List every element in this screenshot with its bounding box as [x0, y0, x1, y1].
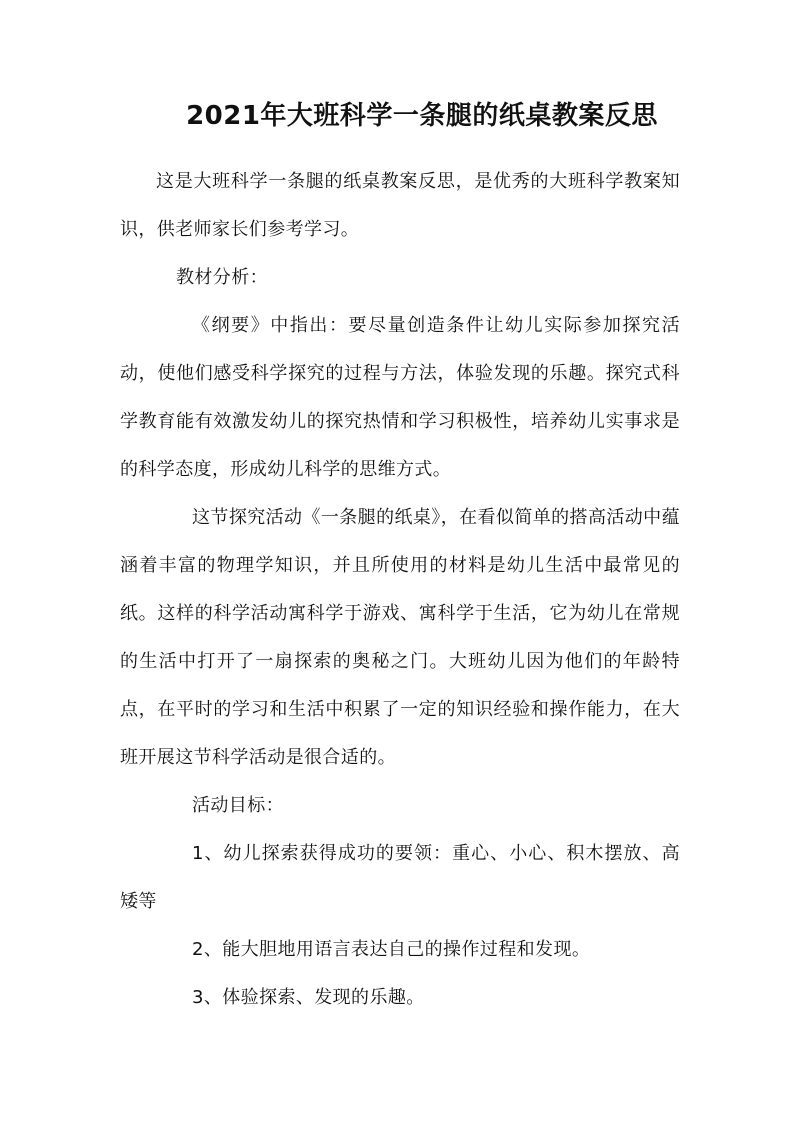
goal-item: 1、幼儿探索获得成功的要领：重心、小心、积木摆放、高矮等 [120, 843, 680, 912]
material-analysis-paragraph-1: 《纲要》中指出：要尽量创造条件让幼儿实际参加探究活动，使他们感受科学探究的过程与方法，体验发现的乐趣。探究式科学教育能有效激发幼儿的探究热情和学习积极性，培养幼儿实事求是的科学态度，形成幼儿科学的思维方式。 [120, 315, 680, 480]
goal-item: 2、能大胆地用语言表达自己的操作过程和发现。 [192, 939, 591, 960]
section-heading-activity-goals: 活动目标： [192, 795, 284, 816]
intro-paragraph: 这是大班科学一条腿的纸桌教案反思，是优秀的大班科学教案知识，供老师家长们参考学习。 [120, 171, 680, 240]
goal-item: 3、体验探索、发现的乐趣。 [192, 987, 425, 1008]
material-analysis-paragraph-2: 这节探究活动《一条腿的纸桌》，在看似简单的搭高活动中蕴涵着丰富的物理学知识，并且所使用的材料是幼儿生活中最常见的纸。这样的科学活动寓科学于游戏、寓科学于生活，它为幼儿在常规的生活中打开了一扇探索的奥秘之门。大班幼儿因为他们的年龄特点，在平时的学习和生活中积累了一定的知识经验和操作能力，在大班开展这节科学活动是很合适的。 [120, 507, 680, 768]
document-title: 2021年大班科学一条腿的纸桌教案反思 [186, 101, 658, 131]
section-heading-material-analysis: 教材分析： [176, 267, 268, 288]
